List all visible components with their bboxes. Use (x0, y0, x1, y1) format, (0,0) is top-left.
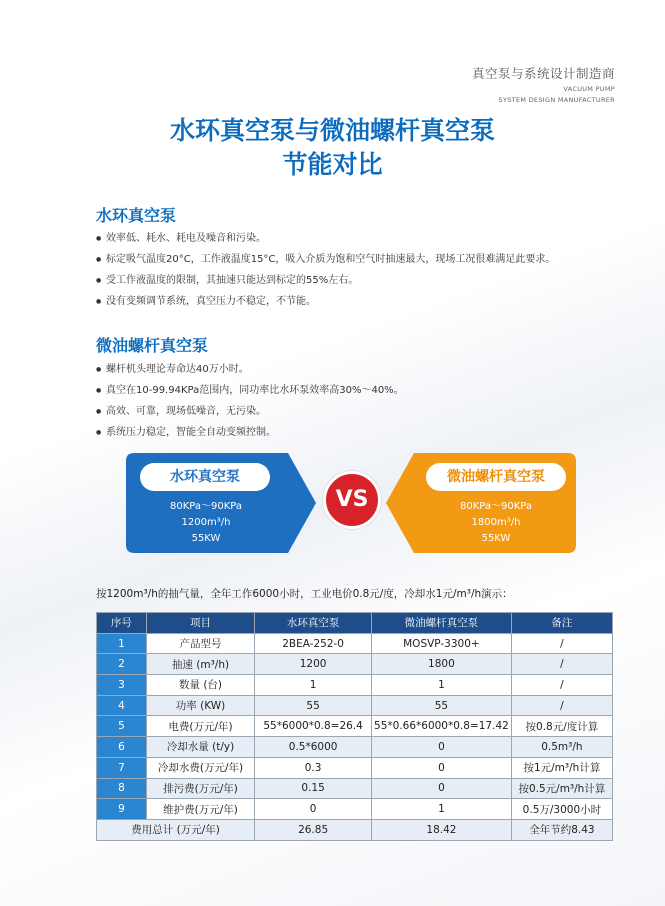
row-item: 冷却水费(万元/年) (146, 757, 254, 778)
list-item: ● 系统压力稳定，智能全自动变频控制。 (96, 426, 404, 447)
row-index: 6 (97, 737, 147, 758)
cost-comparison-table (96, 612, 613, 841)
water-ring-flow: 1200m³/h (181, 517, 231, 528)
row-item: 维护费(万元/年) (146, 799, 254, 820)
row-remark: 按0.8元/度计算 (511, 716, 612, 737)
list-item: ● 没有变频调节系统，真空压力不稳定，不节能。 (96, 295, 555, 316)
list-item: ● 受工作液温度的限制，其抽速只能达到标定的55%左右。 (96, 274, 555, 295)
table-header-row (97, 613, 613, 634)
table-row (97, 695, 613, 716)
header-remark: 备注 (511, 613, 612, 634)
row-index: 2 (97, 654, 147, 675)
header-water-ring: 水环真空泵 (255, 613, 372, 634)
table-row (97, 799, 613, 820)
water-ring-power: 55KW (191, 533, 221, 544)
row-screw-value: 0 (372, 737, 512, 758)
company-tagline (472, 64, 615, 104)
list-item: ● 标定吸气温度20°C，工作液温度15°C，吸入介质为饱和空气时抽速最大，现场工况很难满足此要求。 (96, 253, 555, 274)
row-remark: 0.5m³/h (511, 737, 612, 758)
header-item: 项目 (146, 613, 254, 634)
row-remark: / (511, 675, 612, 696)
screw-flow: 1800m³/h (471, 517, 521, 528)
water-ring-name-pill: 水环真空泵 (140, 463, 270, 491)
row-water-ring-value: 0 (255, 799, 372, 820)
list-item: ● 高效、可靠，现场低噪音，无污染。 (96, 405, 404, 426)
row-water-ring-value: 1200 (255, 654, 372, 675)
row-water-ring-value: 0.15 (255, 778, 372, 799)
row-screw-value: 0 (372, 757, 512, 778)
total-water-ring: 26.85 (255, 819, 372, 840)
row-item: 数量 (台) (146, 675, 254, 696)
screw-feature-list (96, 363, 404, 447)
screw-pressure: 80KPa～90KPa (460, 501, 532, 512)
row-water-ring-value: 0.3 (255, 757, 372, 778)
list-item: ● 真空在10-99.94KPa范围内，同功率比水环泵效率高30%～40%。 (96, 384, 404, 405)
row-remark: / (511, 654, 612, 675)
comparison-intro-text: 按1200m³/h的抽气量，全年工作6000小时，工业电价0.8元/度，冷却水1元/m³/h演示： (96, 588, 513, 600)
header-index: 序号 (97, 613, 147, 634)
screw-name-pill: 微油螺杆真空泵 (426, 463, 566, 491)
water-ring-specs (126, 499, 286, 547)
row-item: 冷却水量 (t/y) (146, 737, 254, 758)
row-index: 3 (97, 675, 147, 696)
table-row (97, 633, 613, 654)
vs-badge: VS (323, 471, 381, 529)
total-label: 费用总计 (万元/年) (97, 819, 255, 840)
row-index: 8 (97, 778, 147, 799)
row-screw-value: 0 (372, 778, 512, 799)
row-item: 功率 (KW) (146, 695, 254, 716)
company-tagline-cn: 真空泵与系统设计制造商 (471, 66, 615, 81)
row-item: 抽速 (m³/h) (146, 654, 254, 675)
row-index: 7 (97, 757, 147, 778)
row-index: 4 (97, 695, 147, 716)
list-item: ● 螺杆机头理论寿命达40万小时。 (96, 363, 404, 384)
screw-specs (416, 499, 576, 547)
row-screw-value: 55*0.66*6000*0.8=17.42 (372, 716, 512, 737)
row-remark: / (511, 633, 612, 654)
row-item: 电费(万元/年) (146, 716, 254, 737)
table-row (97, 737, 613, 758)
row-remark: / (511, 695, 612, 716)
row-index: 5 (97, 716, 147, 737)
row-item: 产品型号 (146, 633, 254, 654)
list-item: ● 效率低、耗水、耗电及噪音和污染。 (96, 232, 555, 253)
table-row (97, 778, 613, 799)
screw-spec-card (386, 453, 576, 557)
table-row (97, 757, 613, 778)
row-index: 1 (97, 633, 147, 654)
table-row (97, 716, 613, 737)
row-screw-value: MOSVP-3300+ (372, 633, 512, 654)
table-row (97, 675, 613, 696)
table-total-row (97, 819, 613, 840)
water-ring-feature-list (96, 232, 555, 316)
row-screw-value: 1 (372, 799, 512, 820)
row-water-ring-value: 1 (255, 675, 372, 696)
row-water-ring-value: 0.5*6000 (255, 737, 372, 758)
row-screw-value: 1 (372, 675, 512, 696)
row-screw-value: 1800 (372, 654, 512, 675)
row-water-ring-value: 55*6000*0.8=26.4 (255, 716, 372, 737)
screw-power: 55KW (481, 533, 511, 544)
water-ring-spec-card (126, 453, 316, 557)
section-heading-water-ring: 水环真空泵 (96, 206, 177, 225)
total-screw: 18.42 (372, 819, 512, 840)
table-row (97, 654, 613, 675)
header-screw: 微油螺杆真空泵 (372, 613, 512, 634)
page-title-line-1: 水环真空泵与微油螺杆真空泵 (169, 116, 495, 145)
row-remark: 按0.5元/m³/h计算 (511, 778, 612, 799)
section-heading-screw: 微油螺杆真空泵 (96, 336, 209, 355)
row-screw-value: 55 (372, 695, 512, 716)
page-title-line-2: 节能对比 (282, 150, 383, 179)
water-ring-pressure: 80KPa～90KPa (170, 501, 242, 512)
row-item: 排污费(万元/年) (146, 778, 254, 799)
row-remark: 0.5万/3000小时 (511, 799, 612, 820)
row-water-ring-value: 55 (255, 695, 372, 716)
row-remark: 按1元/m³/h计算 (511, 757, 612, 778)
row-water-ring-value: 2BEA-252-0 (255, 633, 372, 654)
company-tagline-en-1: VACUUM PUMP (563, 85, 615, 93)
company-tagline-en-2: SYSTEM DESIGN MANUFACTURER (498, 96, 615, 104)
row-index: 9 (97, 799, 147, 820)
total-saving: 全年节约8.43 (511, 819, 612, 840)
